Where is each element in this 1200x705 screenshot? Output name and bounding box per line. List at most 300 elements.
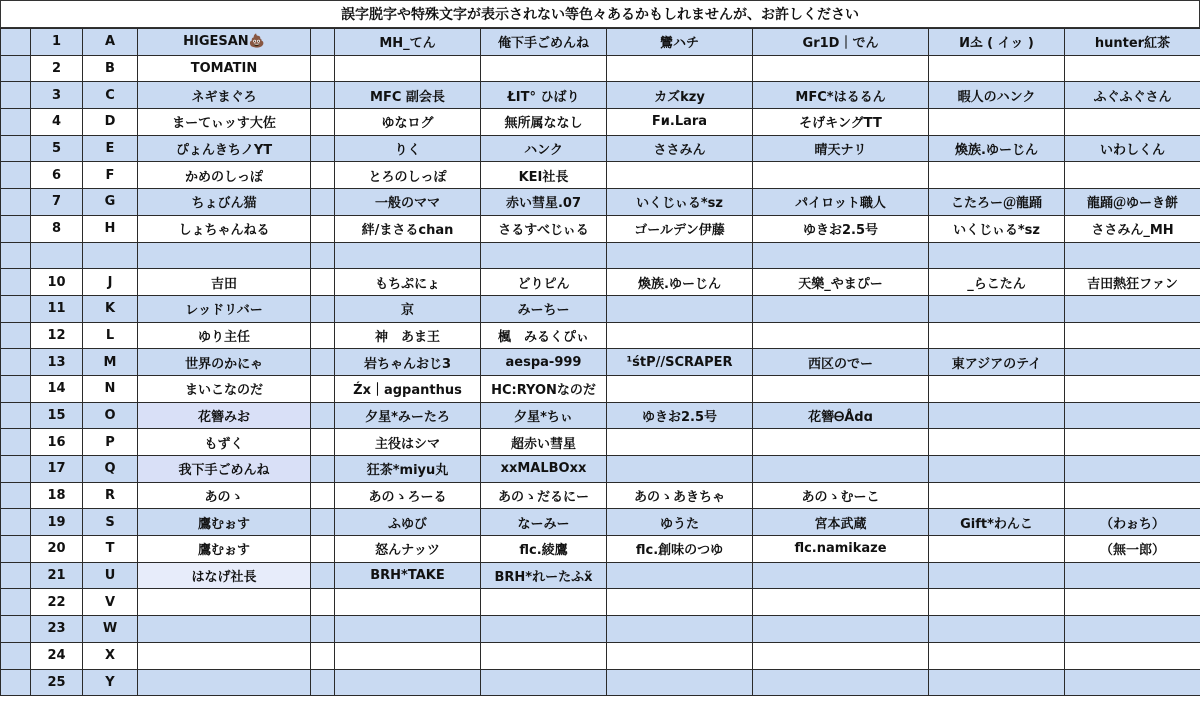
name-cell [481, 669, 607, 696]
row-number-cell: 23 [31, 616, 83, 643]
name-cell: 俺下手ごめんね [481, 29, 607, 56]
name-cell: MFC*はるるん [753, 82, 929, 109]
name-cell: あのゝむーこ [753, 482, 929, 509]
name-cell: BRH*TAKE [335, 562, 481, 589]
name-cell: 煥族.ゆーじん [929, 135, 1065, 162]
name-cell [335, 589, 481, 616]
name-cell [929, 162, 1065, 189]
name-cell [138, 589, 311, 616]
row-letter-cell: H [83, 215, 138, 242]
name-cell: Gr1D｜でん [753, 29, 929, 56]
sheet-title: 誤字脱字や特殊文字が表示されない等色々あるかもしれませんが、お許しください [0, 0, 1200, 28]
name-cell [929, 562, 1065, 589]
name-cell [929, 322, 1065, 349]
name-cell: ŁIT° ひばり [481, 82, 607, 109]
name-cell: 龍踊＠ゆーき餅 [1065, 189, 1200, 216]
table-row [1, 215, 1200, 242]
table-row [1, 295, 1200, 322]
row-edge-cell [1, 322, 31, 349]
table-row [1, 29, 1200, 56]
name-cell: 夕星*ちぃ [481, 402, 607, 429]
spacer-cell [311, 669, 335, 696]
name-cell [481, 55, 607, 82]
name-cell: いくじぃる*sz [607, 189, 753, 216]
name-cell: 西区のでー [753, 349, 929, 376]
name-cell [929, 402, 1065, 429]
row-number-cell: 25 [31, 669, 83, 696]
name-cell [929, 536, 1065, 563]
row-edge-cell [1, 29, 31, 56]
row-letter-cell: D [83, 109, 138, 136]
row-letter-cell: U [83, 562, 138, 589]
name-cell [929, 429, 1065, 456]
name-cell: 超赤い彗星 [481, 429, 607, 456]
name-cell: ぴょんきちノYT [138, 135, 311, 162]
name-cell: MFC 副会長 [335, 82, 481, 109]
name-cell [607, 375, 753, 402]
name-cell: ネギまぐろ [138, 82, 311, 109]
row-number-cell: 3 [31, 82, 83, 109]
row-number-cell: 21 [31, 562, 83, 589]
row-letter-cell: X [83, 642, 138, 669]
name-cell [1065, 669, 1200, 696]
spacer-cell [311, 536, 335, 563]
name-cell [607, 295, 753, 322]
spacer-cell [311, 189, 335, 216]
row-number-cell: 12 [31, 322, 83, 349]
spacer-cell [311, 375, 335, 402]
name-cell [753, 456, 929, 483]
name-cell: ゆきお2.5号 [753, 215, 929, 242]
name-cell: とろのしっぽ [335, 162, 481, 189]
row-edge-cell [1, 482, 31, 509]
name-cell: ハンク [481, 135, 607, 162]
spacer-cell [311, 295, 335, 322]
table-row [1, 242, 1200, 269]
table-row [1, 482, 1200, 509]
spacer-cell [311, 322, 335, 349]
name-cell: ちょびん猫 [138, 189, 311, 216]
row-edge-cell [1, 375, 31, 402]
name-cell: そげキングTT [753, 109, 929, 136]
row-edge-cell [1, 509, 31, 536]
name-cell [481, 616, 607, 643]
name-cell: あのゝろーる [335, 482, 481, 509]
name-cell [481, 589, 607, 616]
row-number-cell: 22 [31, 589, 83, 616]
name-cell [1065, 562, 1200, 589]
name-cell [929, 242, 1065, 269]
name-cell: ゆなログ [335, 109, 481, 136]
row-edge-cell [1, 562, 31, 589]
row-number-cell: 14 [31, 375, 83, 402]
row-number-cell: 15 [31, 402, 83, 429]
name-cell: BRH*れーたふx̃ [481, 562, 607, 589]
row-edge-cell [1, 215, 31, 242]
name-cell: どりピん [481, 269, 607, 296]
row-number-cell: 18 [31, 482, 83, 509]
name-cell: 岩ちゃんおじ3 [335, 349, 481, 376]
row-letter-cell: V [83, 589, 138, 616]
name-cell: ゆうた [607, 509, 753, 536]
name-cell [929, 109, 1065, 136]
name-cell [929, 375, 1065, 402]
name-cell: hunter紅茶 [1065, 29, 1200, 56]
name-cell [335, 642, 481, 669]
name-cell: И소 ( イッ ) [929, 29, 1065, 56]
name-cell [607, 562, 753, 589]
row-number-cell: 7 [31, 189, 83, 216]
name-cell: _らこたん [929, 269, 1065, 296]
name-cell: （わぉち） [1065, 509, 1200, 536]
table-row [1, 135, 1200, 162]
spacer-cell [311, 642, 335, 669]
name-cell [1065, 456, 1200, 483]
row-edge-cell [1, 269, 31, 296]
name-cell: レッドリバー [138, 295, 311, 322]
name-cell [1065, 642, 1200, 669]
row-number-cell: 5 [31, 135, 83, 162]
name-cell: 世界のかにゃ [138, 349, 311, 376]
name-cell [607, 55, 753, 82]
row-edge-cell [1, 135, 31, 162]
name-cell: ゴールデン伊藤 [607, 215, 753, 242]
table-row [1, 162, 1200, 189]
name-cell: flc.創味のつゆ [607, 536, 753, 563]
name-cell [607, 322, 753, 349]
name-cell: りく [335, 135, 481, 162]
name-cell: 煥族.ゆーじん [607, 269, 753, 296]
name-cell [1065, 295, 1200, 322]
name-cell: 吉田熱狂ファン [1065, 269, 1200, 296]
name-cell [753, 669, 929, 696]
name-cell [335, 616, 481, 643]
name-cell: まいこなのだ [138, 375, 311, 402]
name-cell [929, 295, 1065, 322]
name-cell: xxMALBOxx [481, 456, 607, 483]
table-body [1, 29, 1200, 696]
name-cell: 宮本武蔵 [753, 509, 929, 536]
table-row [1, 82, 1200, 109]
name-cell: 天樂_やまぴー [753, 269, 929, 296]
spacer-cell [311, 589, 335, 616]
name-cell [1065, 109, 1200, 136]
name-cell: Fи.Lara [607, 109, 753, 136]
name-cell [753, 162, 929, 189]
name-cell [607, 429, 753, 456]
name-cell [335, 669, 481, 696]
name-cell [1065, 55, 1200, 82]
row-letter-cell: Q [83, 456, 138, 483]
name-cell: 花簪ᎾÅdɑ [753, 402, 929, 429]
name-cell [481, 642, 607, 669]
name-cell: Źx｜agpanthus [335, 375, 481, 402]
row-letter-cell: B [83, 55, 138, 82]
name-cell: aespa-999 [481, 349, 607, 376]
row-edge-cell [1, 642, 31, 669]
row-edge-cell [1, 429, 31, 456]
name-cell: ¹śtP//SCRAPER [607, 349, 753, 376]
name-cell: 花簪みお [138, 402, 311, 429]
name-cell: KEI社長 [481, 162, 607, 189]
name-cell: 神 あま王 [335, 322, 481, 349]
row-letter-cell: M [83, 349, 138, 376]
row-edge-cell [1, 349, 31, 376]
name-cell [481, 242, 607, 269]
name-cell [753, 429, 929, 456]
name-cell: いわしくん [1065, 135, 1200, 162]
spacer-cell [311, 242, 335, 269]
row-letter-cell: O [83, 402, 138, 429]
name-cell: あのゝ [138, 482, 311, 509]
name-cell [1065, 429, 1200, 456]
name-cell [753, 322, 929, 349]
name-cell: flc.namikaze [753, 536, 929, 563]
name-cell [753, 295, 929, 322]
spacer-cell [311, 456, 335, 483]
name-cell: ささみん_MH [1065, 215, 1200, 242]
spacer-cell [311, 82, 335, 109]
table-row [1, 456, 1200, 483]
row-letter-cell: C [83, 82, 138, 109]
name-cell: あのゝあきちゃ [607, 482, 753, 509]
name-cell [753, 589, 929, 616]
table-row [1, 55, 1200, 82]
table-row [1, 402, 1200, 429]
row-letter-cell: K [83, 295, 138, 322]
name-cell: もちぷにょ [335, 269, 481, 296]
name-cell: 晴天ナリ [753, 135, 929, 162]
name-cell: ゆり主任 [138, 322, 311, 349]
name-cell: ささみん [607, 135, 753, 162]
name-cell: Gift*わんこ [929, 509, 1065, 536]
spacer-cell [311, 349, 335, 376]
name-cell [1065, 322, 1200, 349]
name-cell [1065, 589, 1200, 616]
spacer-cell [311, 562, 335, 589]
name-cell: （無一郎） [1065, 536, 1200, 563]
name-cell [138, 616, 311, 643]
spacer-cell [311, 215, 335, 242]
name-cell: TOMATIN [138, 55, 311, 82]
name-cell: 主役はシマ [335, 429, 481, 456]
name-cell: 赤い彗星.07 [481, 189, 607, 216]
name-cell: 怒んナッツ [335, 536, 481, 563]
spacer-cell [311, 509, 335, 536]
table-row [1, 562, 1200, 589]
table-row [1, 429, 1200, 456]
row-letter-cell: W [83, 616, 138, 643]
name-cell [929, 482, 1065, 509]
spacer-cell [311, 269, 335, 296]
row-letter-cell: A [83, 29, 138, 56]
name-cell: 京 [335, 295, 481, 322]
name-cell: こたろー＠龍踊 [929, 189, 1065, 216]
name-cell [1065, 482, 1200, 509]
row-letter-cell [83, 242, 138, 269]
name-cell [607, 456, 753, 483]
name-cell: かめのしっぽ [138, 162, 311, 189]
row-number-cell: 16 [31, 429, 83, 456]
table-row [1, 536, 1200, 563]
row-number-cell: 24 [31, 642, 83, 669]
name-cell: 鸞ハチ [607, 29, 753, 56]
row-number-cell: 8 [31, 215, 83, 242]
row-number-cell: 4 [31, 109, 83, 136]
table-row [1, 322, 1200, 349]
row-edge-cell [1, 189, 31, 216]
spacer-cell [311, 429, 335, 456]
table-row [1, 509, 1200, 536]
name-cell: さるすべじぃる [481, 215, 607, 242]
name-cell [1065, 616, 1200, 643]
name-cell: 無所属ななし [481, 109, 607, 136]
spacer-cell [311, 135, 335, 162]
name-cell [607, 669, 753, 696]
row-edge-cell [1, 669, 31, 696]
team-table [0, 28, 1200, 696]
name-cell [138, 642, 311, 669]
row-number-cell [31, 242, 83, 269]
name-cell: 楓 みるくぴぃ [481, 322, 607, 349]
row-letter-cell: T [83, 536, 138, 563]
name-cell: なーみー [481, 509, 607, 536]
name-cell [607, 616, 753, 643]
name-cell [1065, 349, 1200, 376]
spacer-cell [311, 55, 335, 82]
name-cell: 絆/まさるchan [335, 215, 481, 242]
name-cell: まーてぃッす大佐 [138, 109, 311, 136]
name-cell [607, 642, 753, 669]
row-letter-cell: F [83, 162, 138, 189]
row-number-cell: 1 [31, 29, 83, 56]
name-cell [753, 55, 929, 82]
name-cell [929, 616, 1065, 643]
row-number-cell: 6 [31, 162, 83, 189]
name-cell: flc.綾鷹 [481, 536, 607, 563]
name-cell: 東アジアのテイ [929, 349, 1065, 376]
row-letter-cell: L [83, 322, 138, 349]
name-cell [753, 616, 929, 643]
name-cell: しょちゃんねる [138, 215, 311, 242]
row-number-cell: 13 [31, 349, 83, 376]
name-cell: 暇人のハンク [929, 82, 1065, 109]
name-cell: ふゆび [335, 509, 481, 536]
table-row [1, 189, 1200, 216]
table-row [1, 349, 1200, 376]
table-row [1, 669, 1200, 696]
row-number-cell: 2 [31, 55, 83, 82]
spacer-cell [311, 29, 335, 56]
name-cell: みーちー [481, 295, 607, 322]
name-cell [929, 669, 1065, 696]
name-cell: はなげ社長 [138, 562, 311, 589]
name-cell [607, 162, 753, 189]
table-row [1, 642, 1200, 669]
spacer-cell [311, 162, 335, 189]
name-cell [753, 642, 929, 669]
name-cell: 吉田 [138, 269, 311, 296]
name-cell: あのゝだるにー [481, 482, 607, 509]
name-cell [1065, 375, 1200, 402]
row-letter-cell: R [83, 482, 138, 509]
row-number-cell: 10 [31, 269, 83, 296]
table-row [1, 109, 1200, 136]
row-number-cell: 17 [31, 456, 83, 483]
table-row [1, 269, 1200, 296]
name-cell [1065, 242, 1200, 269]
row-edge-cell [1, 589, 31, 616]
row-letter-cell: G [83, 189, 138, 216]
name-cell: 一般のママ [335, 189, 481, 216]
name-cell [335, 55, 481, 82]
name-cell [1065, 402, 1200, 429]
name-cell: MH_てん [335, 29, 481, 56]
row-letter-cell: E [83, 135, 138, 162]
name-cell: パイロット職人 [753, 189, 929, 216]
row-letter-cell: Y [83, 669, 138, 696]
name-cell [929, 642, 1065, 669]
row-edge-cell [1, 616, 31, 643]
row-edge-cell [1, 162, 31, 189]
row-edge-cell [1, 456, 31, 483]
name-cell: カズkzy [607, 82, 753, 109]
name-cell: 狂茶*miyu丸 [335, 456, 481, 483]
name-cell [607, 242, 753, 269]
row-letter-cell: N [83, 375, 138, 402]
name-cell: 我下手ごめんね [138, 456, 311, 483]
row-letter-cell: P [83, 429, 138, 456]
name-cell: ふぐふぐさん [1065, 82, 1200, 109]
name-cell [929, 589, 1065, 616]
name-cell: いくじぃる*sz [929, 215, 1065, 242]
spacer-cell [311, 616, 335, 643]
row-letter-cell: S [83, 509, 138, 536]
name-cell: 鷹むぉす [138, 509, 311, 536]
name-cell [138, 669, 311, 696]
row-edge-cell [1, 55, 31, 82]
name-cell [753, 242, 929, 269]
spacer-cell [311, 482, 335, 509]
name-cell [138, 242, 311, 269]
table-row [1, 589, 1200, 616]
row-edge-cell [1, 402, 31, 429]
row-letter-cell: J [83, 269, 138, 296]
row-edge-cell [1, 536, 31, 563]
name-cell [929, 55, 1065, 82]
name-cell [753, 562, 929, 589]
row-edge-cell [1, 109, 31, 136]
table-row [1, 616, 1200, 643]
row-number-cell: 11 [31, 295, 83, 322]
name-cell: 鷹むぉす [138, 536, 311, 563]
row-number-cell: 19 [31, 509, 83, 536]
name-cell: もずく [138, 429, 311, 456]
row-edge-cell [1, 295, 31, 322]
name-cell [335, 242, 481, 269]
row-number-cell: 20 [31, 536, 83, 563]
name-cell: HIGESAN💩 [138, 29, 311, 56]
row-edge-cell [1, 82, 31, 109]
name-cell: HC:RYONなのだ [481, 375, 607, 402]
table-row [1, 375, 1200, 402]
name-cell [753, 375, 929, 402]
name-cell: 夕星*みーたろ [335, 402, 481, 429]
row-edge-cell [1, 242, 31, 269]
name-cell [607, 589, 753, 616]
name-cell: ゆきお2.5号 [607, 402, 753, 429]
name-cell [1065, 162, 1200, 189]
